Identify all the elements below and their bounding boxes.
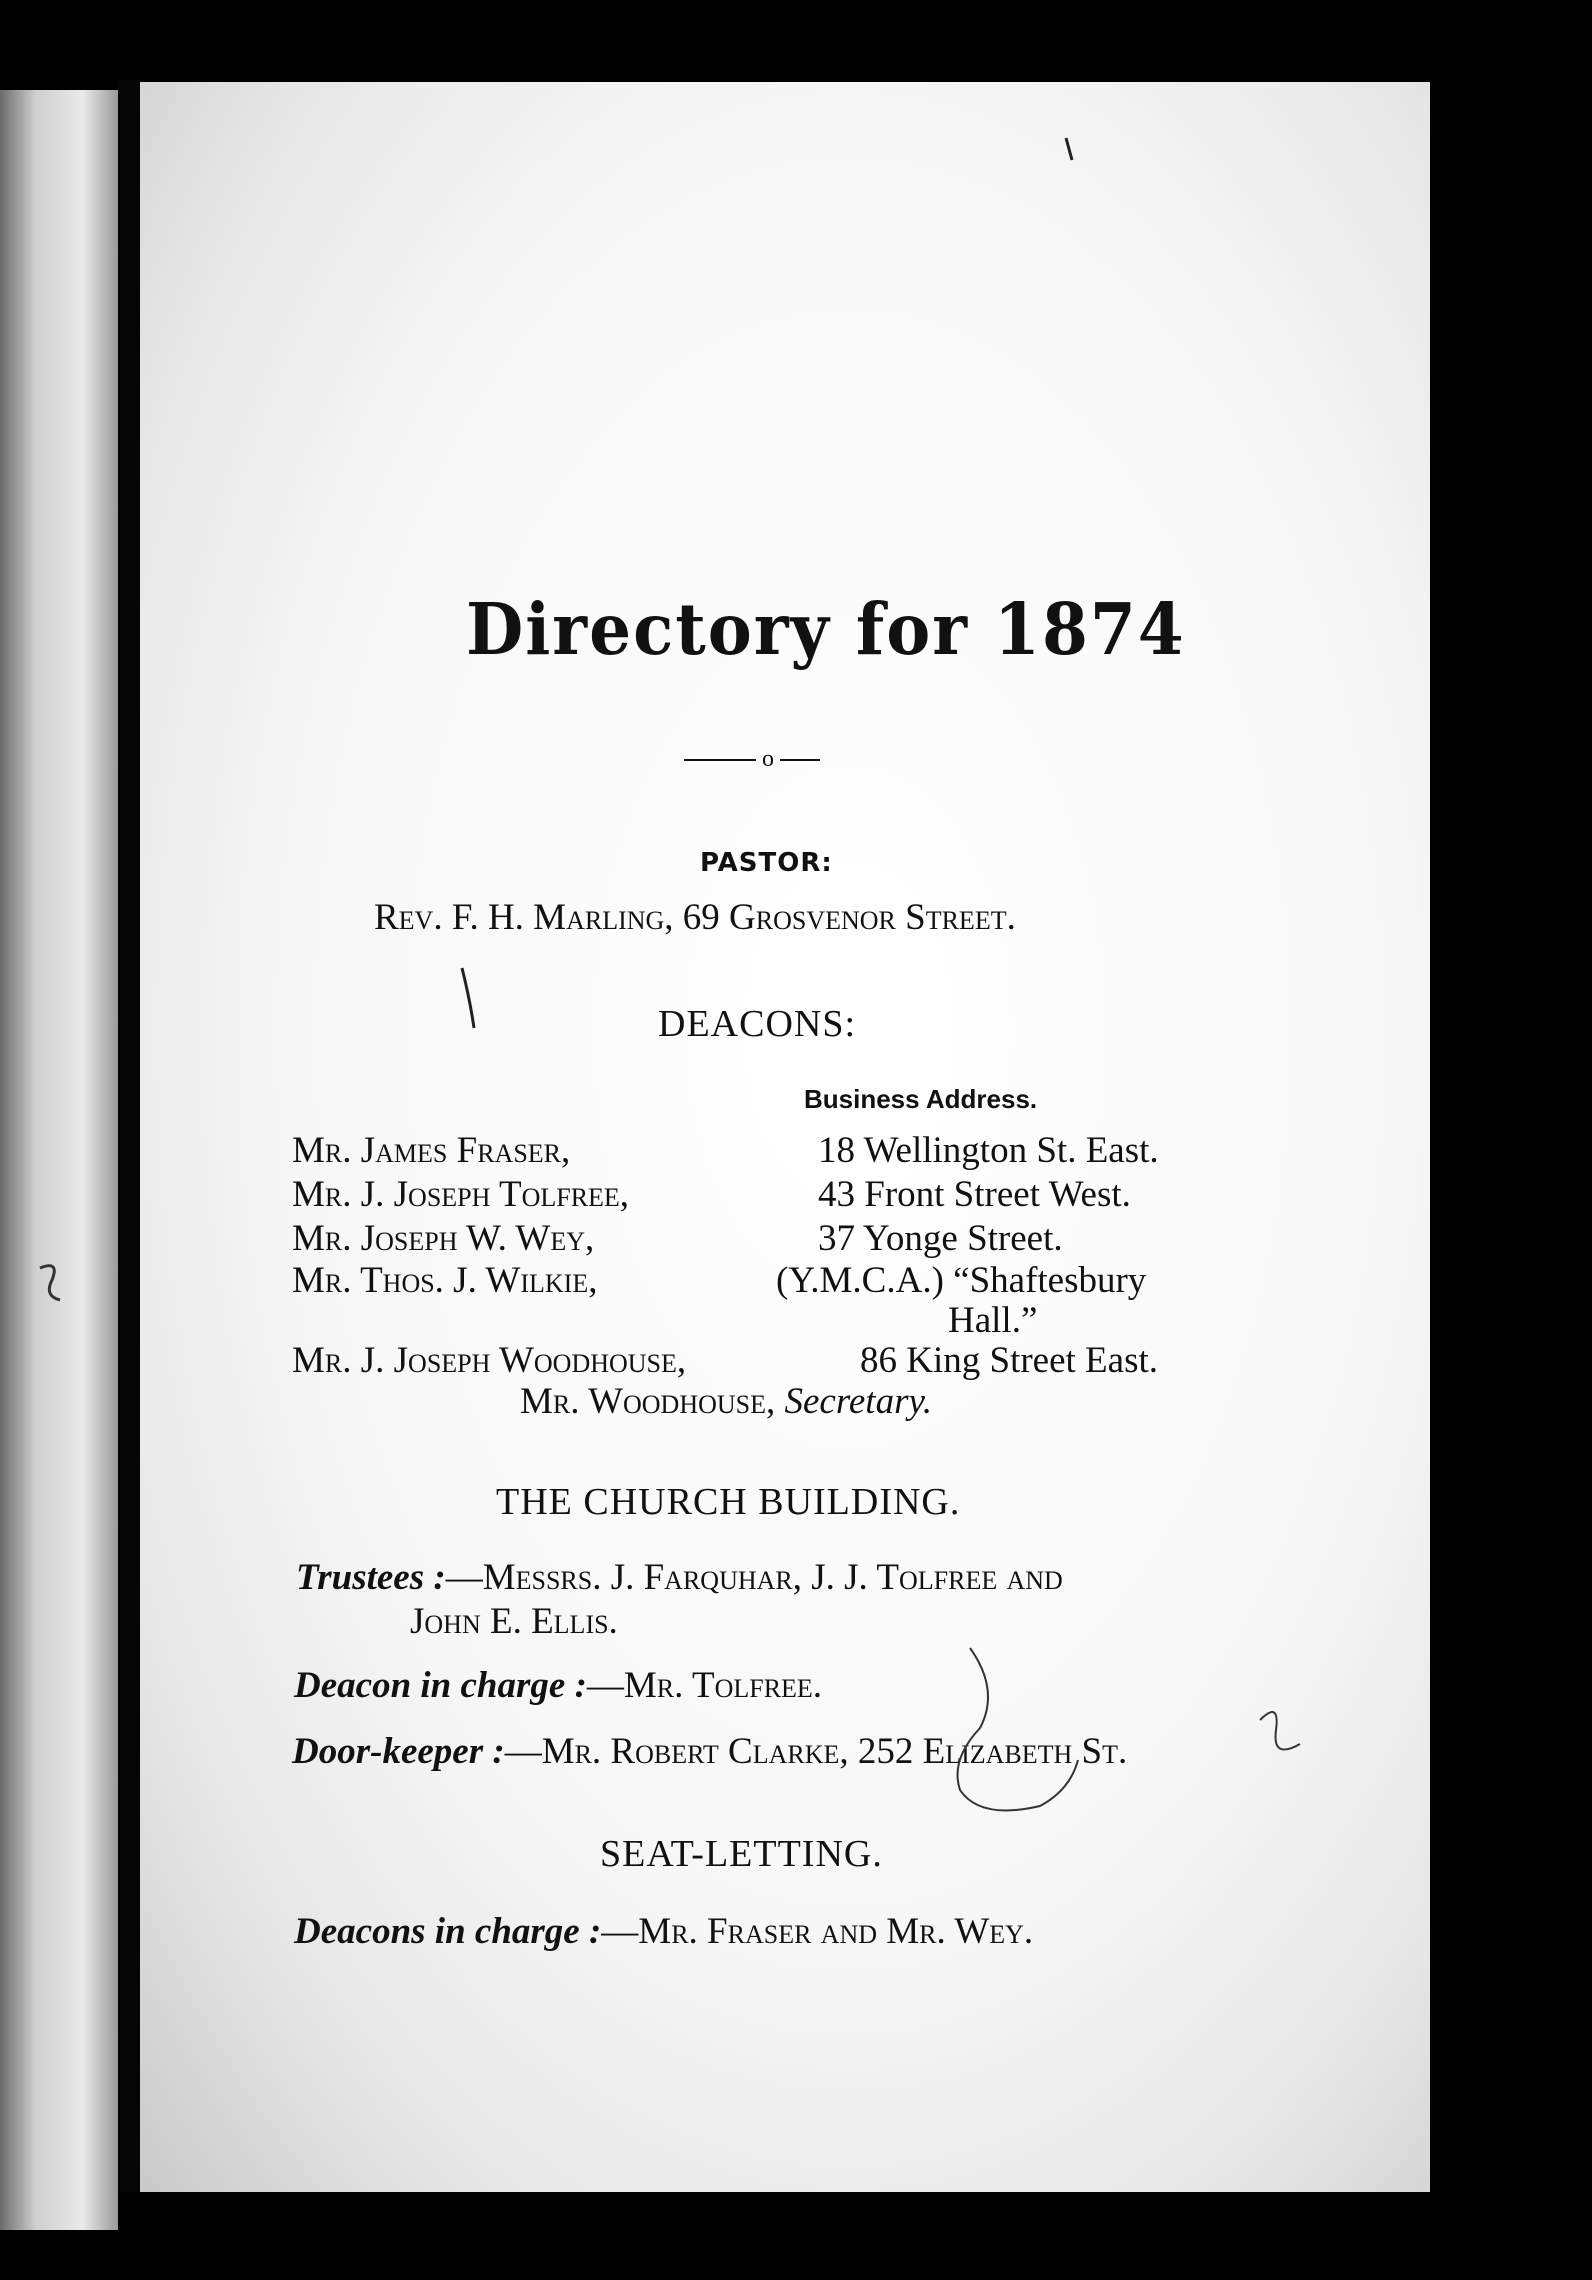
trustees-line-continued: John E. Ellis. xyxy=(410,1601,618,1642)
seat-letting-heading: SEAT-LETTING. xyxy=(600,1833,883,1875)
seat-letting-value: —Mr. Fraser and Mr. Wey. xyxy=(601,1911,1034,1952)
trustees-value: —Messrs. J. Farquhar, J. J. Tolfree and xyxy=(445,1557,1063,1598)
deacon-address: (Y.M.C.A.) “Shaftesbury xyxy=(776,1260,1147,1301)
church-building-heading: THE CHURCH BUILDING. xyxy=(496,1481,961,1523)
pastor-entry: Rev. F. H. Marling, 69 Grosvenor Street. xyxy=(374,897,1016,938)
deacon-in-charge-label: Deacon in charge : xyxy=(294,1665,587,1706)
door-keeper-value: —Mr. Robert Clarke, 252 Elizabeth St. xyxy=(504,1731,1128,1772)
deacon-address-continued: Hall.” xyxy=(948,1300,1038,1341)
deacon-in-charge-value: —Mr. Tolfree. xyxy=(586,1665,823,1706)
deacon-address: 37 Yonge Street. xyxy=(818,1218,1063,1259)
deacon-name: Mr. J. Joseph Woodhouse, xyxy=(292,1340,687,1381)
margin-mark xyxy=(40,1266,60,1300)
pencil-mark xyxy=(462,968,474,1028)
deacon-address: 43 Front Street West. xyxy=(818,1174,1131,1215)
pencil-bracket xyxy=(958,1648,1079,1810)
door-keeper-label: Door-keeper : xyxy=(292,1731,505,1772)
pencil-mark xyxy=(1066,138,1072,160)
deacon-name: Mr. Thos. J. Wilkie, xyxy=(292,1260,598,1301)
page-title: Directory for 1874 xyxy=(466,586,1186,672)
deacon-address: 18 Wellington St. East. xyxy=(818,1130,1159,1171)
business-address-heading: Business Address. xyxy=(804,1084,1038,1114)
deacon-address: 86 King Street East. xyxy=(860,1340,1159,1381)
rule-ornament: o xyxy=(762,746,774,773)
deacons-heading: DEACONS: xyxy=(658,1003,857,1045)
deacon-name: Mr. J. Joseph Tolfree, xyxy=(292,1174,630,1215)
pastor-heading: PASTOR: xyxy=(700,848,833,878)
deacon-name: Mr. Joseph W. Wey, xyxy=(292,1218,595,1259)
seat-letting-label: Deacons in charge : xyxy=(294,1911,602,1952)
pencil-mark xyxy=(1260,1712,1300,1750)
secretary-role: Secretary. xyxy=(784,1381,933,1422)
deacon-name: Mr. James Fraser, xyxy=(292,1130,571,1171)
secretary-name: Mr. Woodhouse, xyxy=(520,1381,776,1422)
trustees-label: Trustees : xyxy=(296,1557,446,1598)
